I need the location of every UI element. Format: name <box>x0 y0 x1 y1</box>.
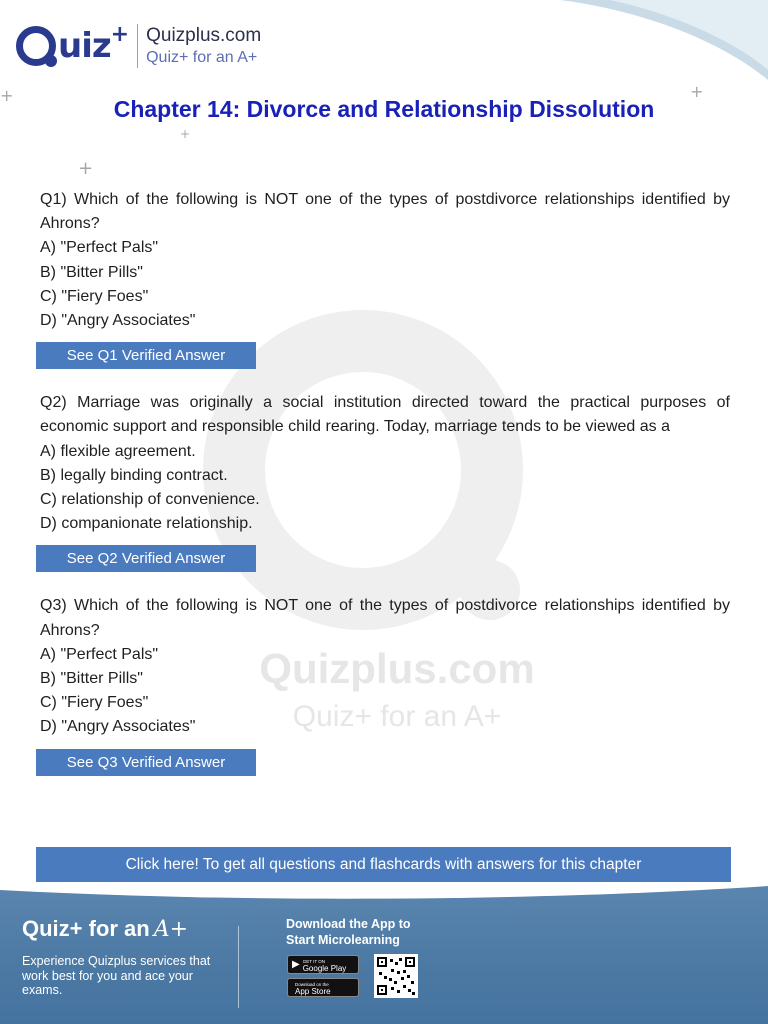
footer-curve-decoration <box>0 882 768 912</box>
google-play-icon: ▶ <box>292 959 300 970</box>
see-q1-answer-button[interactable]: See Q1 Verified Answer <box>36 342 256 369</box>
app-store-button[interactable] <box>287 978 359 997</box>
answer-option: B) legally binding contract. <box>40 466 228 484</box>
footer-brand <box>22 916 188 942</box>
quizplus-logo[interactable] <box>16 22 130 66</box>
app-store-label: App Store <box>295 986 331 996</box>
logo-text: uiz <box>58 26 111 66</box>
see-q2-answer-button[interactable]: See Q2 Verified Answer <box>36 545 256 572</box>
footer-banner <box>0 882 768 1024</box>
header-divider <box>137 24 138 68</box>
answer-option: A) "Perfect Pals" <box>40 239 159 257</box>
question-2 <box>40 391 730 572</box>
watermark-tagline: Quiz+ for an A+ <box>292 700 502 733</box>
question-list <box>40 188 730 798</box>
question-1 <box>40 188 730 369</box>
download-app-heading <box>286 916 411 948</box>
logo-plus: + <box>110 22 130 47</box>
footer-brand-aplus: A+ <box>153 917 189 942</box>
watermark-site-name: Quizplus.com <box>259 645 535 692</box>
plus-decoration-icon: + <box>690 82 704 101</box>
get-all-questions-cta[interactable]: Click here! To get all questions and flashcards with answers for this chapter <box>36 847 731 882</box>
question-text: Q3) Which of the following is NOT one of the types of postdivorce relationships identified by Ahrons? <box>40 597 730 639</box>
chapter-title: Chapter 14: Divorce and Relationship Dissolution <box>113 96 655 122</box>
google-play-small: GET IT ON <box>302 958 326 964</box>
plus-decoration-icon: + <box>180 127 191 141</box>
answer-option: D) companionate relationship. <box>40 515 253 533</box>
answer-option: A) flexible agreement. <box>40 442 196 460</box>
site-info <box>146 25 261 67</box>
download-line-2: Start Microlearning <box>286 933 400 947</box>
plus-decoration-icon: + <box>0 86 14 105</box>
app-store-small: Download on the <box>295 981 329 987</box>
footer-brand-text: Quiz+ for an <box>22 916 150 941</box>
google-play-button[interactable] <box>287 955 359 974</box>
google-play-label: Google Play <box>302 963 347 973</box>
plus-decoration-icon: + <box>78 158 94 179</box>
question-text: Q1) Which of the following is NOT one of the types of postdivorce relationships identified by Ahrons? <box>40 191 730 233</box>
footer-divider <box>238 926 239 1008</box>
answer-option: B) "Bitter Pills" <box>40 670 143 688</box>
logo-q-icon <box>16 26 56 66</box>
header <box>16 24 261 68</box>
see-q3-answer-button[interactable]: See Q3 Verified Answer <box>36 749 256 776</box>
answer-option: A) "Perfect Pals" <box>40 645 159 663</box>
question-3 <box>40 594 730 775</box>
answer-option: C) relationship of convenience. <box>40 491 260 509</box>
site-tagline: Quiz+ for an A+ <box>146 49 258 66</box>
answer-option: D) "Angry Associates" <box>40 718 196 736</box>
answer-option: B) "Bitter Pills" <box>40 263 143 281</box>
footer-description: Experience Quizplus services that work best for you and ace your exams. <box>22 954 211 997</box>
qr-code-pattern <box>377 957 415 995</box>
answer-option: C) "Fiery Foes" <box>40 287 149 305</box>
download-line-1: Download the App to <box>286 917 411 931</box>
site-name: Quizplus.com <box>146 25 262 46</box>
answer-option: C) "Fiery Foes" <box>40 694 149 712</box>
qr-code-icon[interactable] <box>374 954 418 998</box>
answer-option: D) "Angry Associates" <box>40 312 196 330</box>
question-text: Q2) Marriage was originally a social institution directed toward the practical purposes of economic support and responsible child rearing. Today, marriage tends to be viewed as a <box>40 394 730 436</box>
